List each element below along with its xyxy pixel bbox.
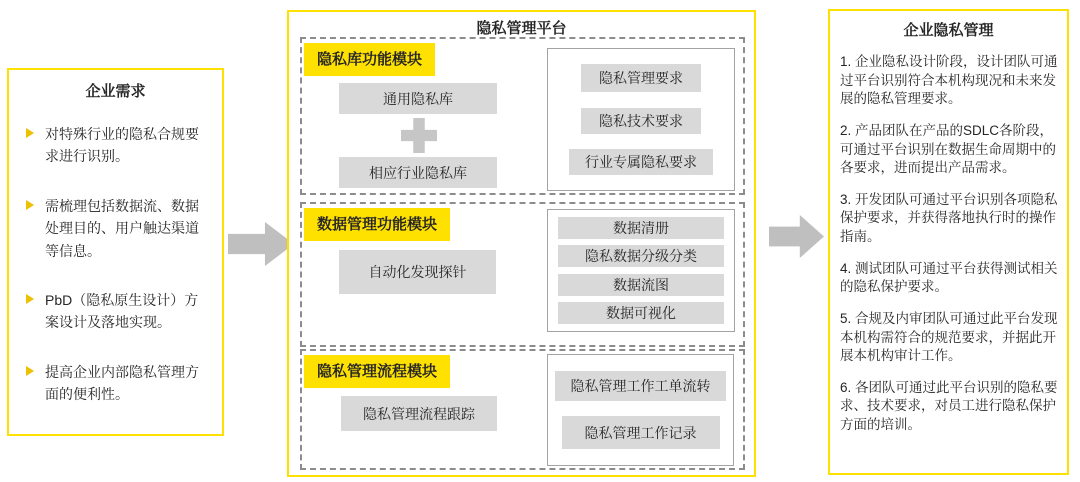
- center-panel-title: 隐私管理平台: [476, 20, 567, 37]
- list-item: [18, 195, 222, 262]
- requirements-list: [9, 123, 222, 406]
- output-box: 数据流图: [558, 274, 724, 296]
- process-tracking-box: 隐私管理流程跟踪: [341, 396, 497, 431]
- numbered-point: 1. 企业隐私设计阶段，设计团队可通过平台识别符合本机构现况和未来发展的隐私管理要求。: [840, 54, 1058, 107]
- numbered-point: 4. 测试团队可通过平台获得测试相关的隐私保护要求。: [840, 260, 1058, 295]
- automated-discovery-probe-box: 自动化发现探针: [339, 250, 496, 294]
- numbered-point: 3. 开发团队可通过平台识别各项隐私保护要求，并获得落地执行时的操作指南。: [840, 191, 1058, 244]
- enterprise-privacy-management-panel: [828, 9, 1069, 475]
- output-box: 数据可视化: [558, 302, 724, 324]
- list-item: [18, 361, 222, 406]
- output-box: 隐私管理工作工单流转: [555, 371, 726, 401]
- output-box: 隐私管理工作记录: [562, 416, 720, 449]
- numbered-points-list: [830, 40, 1067, 435]
- output-box: 隐私技术要求: [581, 108, 701, 134]
- output-box: 行业专属隐私要求: [569, 149, 713, 175]
- requirement-text: PbD（隐私原生设计）方案设计及落地实现。: [45, 291, 199, 331]
- triangle-bullet-icon: [26, 200, 34, 210]
- left-panel-title: 企业需求: [85, 83, 146, 100]
- enterprise-requirements-panel: [7, 68, 224, 436]
- requirement-text: 提高企业内部隐私管理方面的便利性。: [45, 363, 199, 403]
- numbered-point: 6. 各团队可通过此平台识别的隐私要求、技术要求，对员工进行隐私保护方面的培训。: [840, 379, 1058, 432]
- privacy-platform-panel: [287, 10, 756, 477]
- arrow-right-icon: [769, 215, 824, 258]
- output-box: 数据清册: [558, 217, 724, 239]
- triangle-bullet-icon: [26, 128, 34, 138]
- numbered-point: 2. 产品团队在产品的SDLC各阶段，可通过平台识别在数据生命周期中的各要求，进而提出产品需求。: [840, 122, 1056, 176]
- module-outputs-container: [547, 354, 734, 466]
- output-box: 隐私数据分级分类: [558, 245, 724, 267]
- arrow-right-icon: [228, 222, 294, 266]
- module-outputs-container: [547, 209, 735, 332]
- module-outputs-container: [547, 48, 735, 191]
- module-label: 数据管理功能模块: [304, 208, 450, 241]
- general-privacy-library-box: 通用隐私库: [339, 83, 497, 114]
- triangle-bullet-icon: [26, 366, 34, 376]
- industry-privacy-library-box: 相应行业隐私库: [339, 157, 497, 188]
- numbered-point: 5. 合规及内审团队可通过此平台发现本机构需符合的规范要求，并据此开展本机构审计工作。: [840, 310, 1058, 364]
- module-privacy-process: [300, 349, 745, 470]
- list-item: [18, 289, 222, 334]
- module-data-management: [300, 202, 745, 347]
- module-privacy-library: [300, 37, 745, 195]
- plus-icon: [401, 118, 437, 153]
- requirement-text: 对特殊行业的隐私合规要求进行识别。: [45, 126, 199, 165]
- list-item: [18, 123, 222, 168]
- requirement-text: 需梳理包括数据流、数据处理目的、用户触达渠道等信息。: [45, 197, 199, 259]
- module-label: 隐私库功能模块: [304, 43, 435, 76]
- right-panel-title: 企业隐私管理: [903, 22, 994, 39]
- output-box: 隐私管理要求: [581, 64, 701, 92]
- triangle-bullet-icon: [26, 294, 34, 304]
- module-label: 隐私管理流程模块: [304, 355, 450, 388]
